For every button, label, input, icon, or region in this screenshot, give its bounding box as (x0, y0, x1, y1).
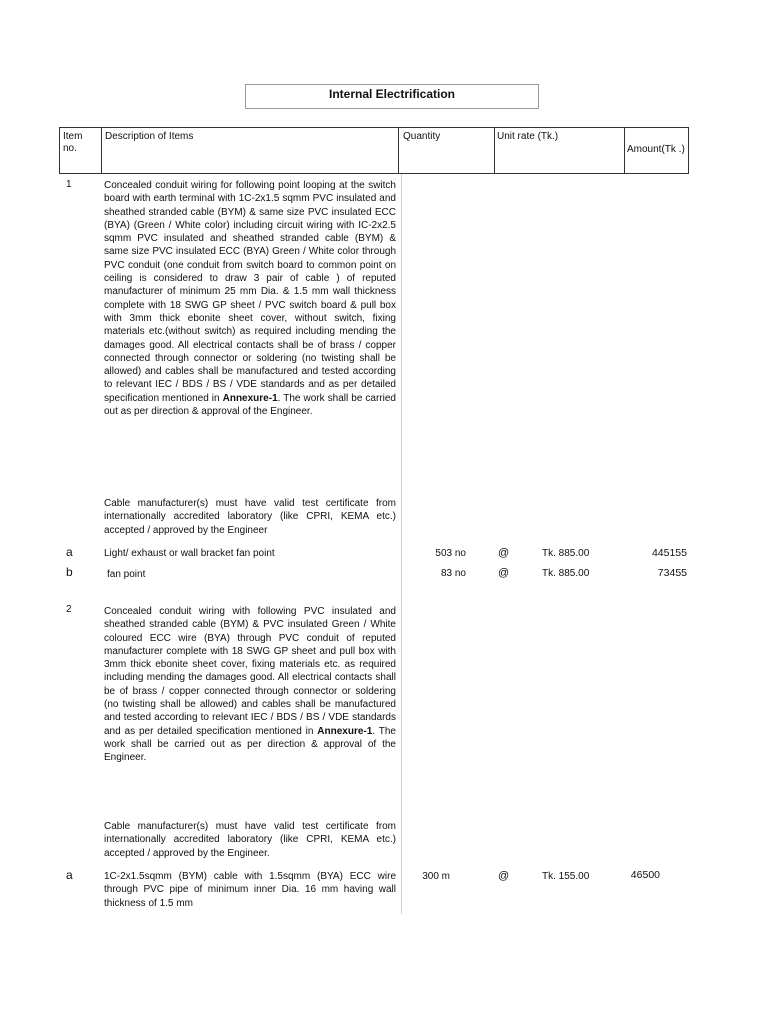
header-amount: Amount(Tk .) (627, 144, 685, 155)
table-header (59, 127, 689, 174)
item-number: 1 (66, 179, 72, 190)
sub-item-amount: 73455 (657, 567, 687, 579)
sub-item-description: Light/ exhaust or wall bracket fan point (104, 548, 275, 559)
sub-item-rate: Tk. 885.00 (542, 548, 590, 559)
item-description (104, 179, 396, 418)
item-note: Cable manufacturer(s) must have valid test certificate from internationally accredited laboratory (like CPRI, KEMA etc.) accepted / approved by the Engineer. (104, 821, 396, 859)
sub-item-label: a (66, 868, 73, 882)
column-divider (401, 174, 402, 914)
at-symbol: @ (498, 547, 510, 559)
header-divider (494, 128, 495, 173)
header-divider (398, 128, 399, 173)
description-text: Concealed conduit wiring with following PVC insulated and sheathed stranded cable (BYM) & PVC insulated Green / White coloured ECC wire (BYA) through PVC conduit of reputed manufacturer complete with 18 SWG GP sheet and pull box with 3mm thick ebonite sheet cover, fixing materials etc. as required including mending the damages good. All electrical contacts shall be of brass / copper connected through connector or soldering (no twisting shall be allowed) and cables shall be manufactured and tested according to relevant IEC / BDS / BS / VDE standards and as per detailed specification mentioned in (104, 606, 396, 737)
header-quantity: Quantity (403, 131, 441, 142)
sub-item-amount: 445155 (651, 547, 687, 559)
description-text: Concealed conduit wiring for following point looping at the switch board with earth terminal with 1C-2x1.5 sqmm PVC insulated and sheathed stranded cable (BYM) & same size PVC insulated ECC (BYA) (Green / White color) including circuit wiring with IC-2x2.5 sqmm PVC insulated and sheathed stranded cable (BYM) & same size PVC insulated ECC (BYA) Green / White color through PVC conduit (one conduit from switch board to common point on ceiling is considered to draw 3 pair of cable ) of reputed manufacturer of minimum 25 mm Dia. & 1.5 mm wall thickness complete with 18 SWG GP sheet / PVC switch board & pull box with 3mm thick ebonite sheet cover, without switch, fixing materials etc.(without switch) as required including mending the damages good. All electrical contacts shall be of brass / copper connected through connector or soldering (no twisting shall be allowed) and cables shall be manufactured and tested according to relevant IEC / BDS / BS / VDE standards and as per detailed specification mentioned in (104, 180, 396, 404)
sub-item-description: 1C-2x1.5sqmm (BYM) cable with 1.5sqmm (BYA) ECC wire through PVC pipe of minimum inner Dia. 16 mm having wall thickness of 1.5 mm (104, 871, 396, 909)
sub-item-description: fan point (107, 569, 146, 580)
sub-item-label: a (66, 545, 73, 559)
sub-item-label: b (66, 565, 73, 579)
at-symbol: @ (498, 870, 510, 882)
annexure-reference: Annexure-1 (317, 725, 373, 737)
description-text: . The work shall be carried out as per direction & approval of the Engineer. (104, 392, 396, 418)
header-description: Description of Items (105, 131, 194, 142)
sub-item-rate: Tk. 885.00 (542, 568, 590, 579)
at-symbol: @ (498, 567, 510, 579)
item-note: Cable manufacturer(s) must have valid test certificate from internationally accredited laboratory (like CPRI, KEMA etc.) accepted / approved by the Engineer (104, 498, 396, 536)
header-item-no: Item no. (63, 131, 83, 154)
description-text: . The work shall be carried out as per direction & approval of the Engineer. (104, 725, 396, 764)
annexure-reference: Annexure-1 (222, 392, 278, 404)
item-number: 2 (66, 604, 72, 615)
sub-item-quantity: 300 m (422, 871, 450, 882)
sub-item-quantity: 503 no (435, 548, 466, 559)
header-divider (624, 128, 625, 173)
sub-item-amount: 46500 (630, 869, 660, 881)
item-description (104, 605, 396, 765)
document-title: Internal Electrification (245, 84, 539, 109)
sub-item-rate: Tk. 155.00 (542, 871, 590, 882)
header-divider (101, 128, 102, 173)
sub-item-quantity: 83 no (440, 568, 466, 579)
header-unit-rate: Unit rate (Tk.) (497, 131, 559, 142)
